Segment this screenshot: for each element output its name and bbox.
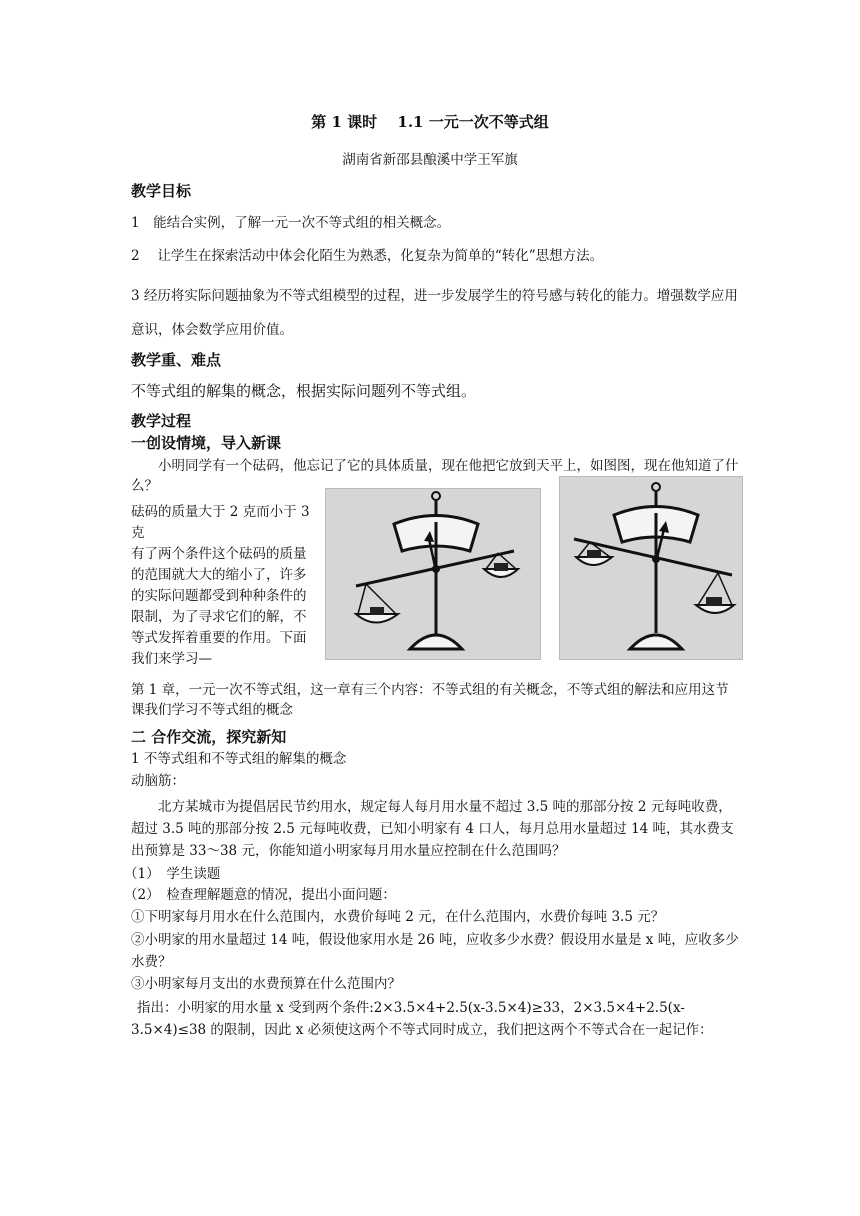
step-2: （2） 检查理解题意的情况，提出小面问题： <box>124 887 396 903</box>
question-1: ①下明家每月用水在什么范围内，水费价每吨 2 元，在什么范围内，水费价每吨 3.5 元？ <box>131 909 665 925</box>
balance-scale-figure-2 <box>559 476 743 660</box>
brain-label: 动脑筋： <box>131 773 185 789</box>
question-3: ③小明家每月支出的水费预算在什么范围内？ <box>131 976 401 992</box>
section1-heading: 一创设情境，导入新课 <box>131 434 282 452</box>
process-heading: 教学过程 <box>131 412 192 430</box>
section2-sub1: 1 不等式组和不等式组的解集的概念 <box>131 751 347 767</box>
section2-heading: 二 合作交流，探究新知 <box>131 728 287 746</box>
keypoints-heading: 教学重、难点 <box>131 351 222 369</box>
balance-scale-1-icon <box>326 489 540 659</box>
objective-item-3: 3 经历将实际问题抽象为不等式组模型的过程，进一步发展学生的符号感与转化的能力。增强数学应用意识，体会数学应用价值。 <box>131 288 738 338</box>
section1-side-text: 砝码的质量大于 2 克而小于 3 克 有了两个条件这个砝码的质量的范围就大大的缩小了，许多的实际问题都受到种种条件的限制，为了寻求它们的解，不等式发挥着重要的作用。下面我们来学习— <box>131 504 310 667</box>
keypoints-text: 不等式组的解集的概念，根据实际问题列不等式组。 <box>131 382 477 400</box>
step-1: （1） 学生读题 <box>124 866 221 882</box>
water-problem: 北方某城市为提倡居民节约用水，规定每人每月用水量不超过 3.5 吨的那部分按 2 元每吨收费，超过 3.5 吨的那部分按 2.5 元每吨收费，已知小明家有 4 口人，每月总用水量超过 14 吨，其水费支出预算是 33～38 元，你能知道小明家每月用水量应控制在什么范围吗？ <box>131 799 734 859</box>
balance-scale-2-icon <box>560 477 742 659</box>
explanation: 指出：小明家的用水量 x 受到两个条件:2×3.5×4+2.5(x-3.5×4)≥33，2×3.5×4+2.5(x-3.5×4)≤38 的限制，因此 x 必须使这两个不等式同时成立，我们把这两个不等式合在一起记作： <box>131 1000 713 1038</box>
section1-intro: 小明同学有一个砝码，他忘记了它的具体质量，现在他把它放到天平上，如图图，现在他知道了什么？ <box>131 458 739 494</box>
section1-continuation: 第 1 章，一元一次不等式组，这一章有三个内容：不等式组的有关概念，不等式组的解法和应用这节课我们学习不等式组的概念 <box>131 682 729 718</box>
author-line: 湖南省新邵县酿溪中学王军旗 <box>342 152 518 168</box>
balance-scale-figure-1 <box>325 488 541 660</box>
objectives-heading: 教学目标 <box>131 182 192 200</box>
question-2: ②小明家的用水量超过 14 吨，假设他家用水是 26 吨，应收多少水费？假设用水量是 x 吨，应收多少水费？ <box>131 932 739 970</box>
objective-item-1: 1 能结合实例，了解一元一次不等式组的相关概念。 <box>131 215 451 231</box>
lesson-title: 第 1 课时 1.1 一元一次不等式组 <box>311 113 549 131</box>
objective-item-2: 2 让学生在探索活动中体会化陌生为熟悉，化复杂为简单的“转化”思想方法。 <box>131 248 604 264</box>
